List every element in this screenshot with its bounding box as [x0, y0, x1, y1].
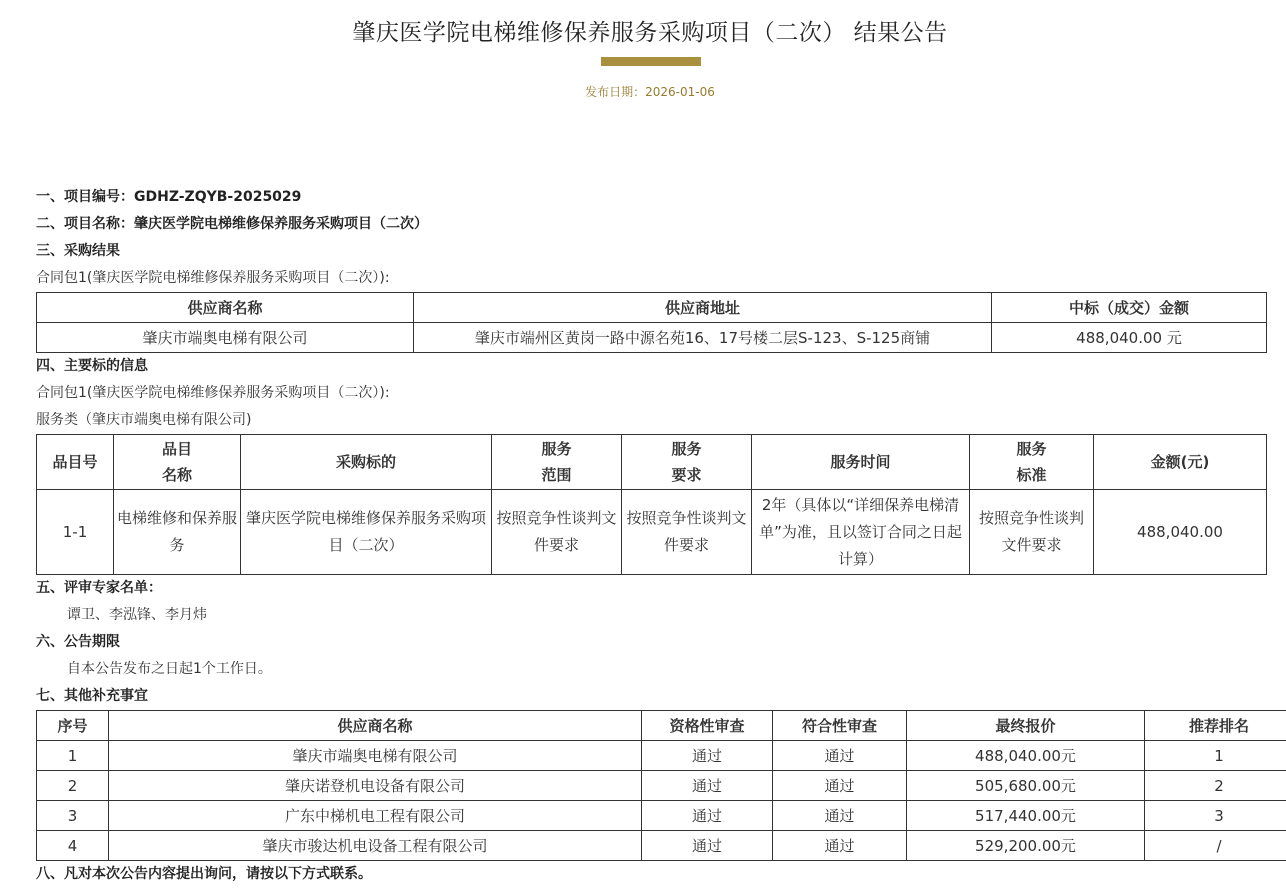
cell-qualification: 通过	[642, 801, 773, 831]
header-seq: 序号	[37, 711, 109, 741]
cell-seq: 1	[37, 741, 109, 771]
cell-supplier-address: 肇庆市端州区黄岗一路中源名苑16、17号楼二层S-123、S-125商铺	[414, 323, 992, 353]
cell-qualification: 通过	[642, 771, 773, 801]
cell-item-name: 电梯维修和保养服务	[114, 490, 241, 575]
cell-seq: 2	[37, 771, 109, 801]
cell-final-quote: 505,680.00元	[907, 771, 1145, 801]
subject-category-label: 服务类（肇庆市端奥电梯有限公司)	[36, 412, 252, 428]
table-row	[37, 741, 1286, 771]
notice-period-text: 自本公告发布之日起1个工作日。	[67, 661, 272, 677]
cell-supplier-name: 肇庆市端奥电梯有限公司	[37, 323, 414, 353]
cell-rank: 3	[1145, 801, 1286, 831]
header-service-requirement: 服务 要求	[622, 435, 752, 490]
table-row	[37, 771, 1286, 801]
cell-compliance: 通过	[773, 771, 907, 801]
announcement-body	[36, 184, 1266, 888]
table-row	[37, 323, 1267, 353]
header-qualification-review: 资格性审查	[642, 711, 773, 741]
section-project-number: 一、项目编号：GDHZ-ZQYB-2025029	[36, 189, 302, 205]
title-underline	[601, 57, 701, 66]
cell-seq: 3	[37, 801, 109, 831]
cell-supplier-name: 肇庆诺登机电设备有限公司	[109, 771, 642, 801]
section-procurement-result: 三、采购结果	[36, 243, 120, 259]
header-item-name-line1: 品目	[161, 440, 192, 458]
cell-service-time: 2年（具体以“详细保养电梯清单”为准，且以签订合同之日起计算）	[752, 490, 970, 575]
header-item-name	[114, 435, 241, 490]
cell-service-scope: 按照竞争性谈判文件要求	[492, 490, 622, 575]
cell-service-standard: 按照竞争性谈判文件要求	[970, 490, 1094, 575]
cell-amount: 488,040.00	[1094, 490, 1267, 575]
table-row	[37, 831, 1286, 861]
cell-qualification: 通过	[642, 831, 773, 861]
header-service-scope: 服务 范围	[492, 435, 622, 490]
section-other-matters: 七、其他补充事宜	[36, 688, 148, 704]
header-amount: 金额(元)	[1094, 435, 1267, 490]
result-table	[36, 292, 1267, 353]
cell-item-number: 1-1	[37, 490, 114, 575]
header-compliance-review: 符合性审查	[773, 711, 907, 741]
cell-supplier-name: 广东中梯机电工程有限公司	[109, 801, 642, 831]
header-recommended-rank: 推荐排名	[1145, 711, 1286, 741]
cell-compliance: 通过	[773, 741, 907, 771]
result-table-header	[37, 293, 1267, 323]
cell-final-quote: 488,040.00元	[907, 741, 1145, 771]
header-procurement-subject: 采购标的	[241, 435, 492, 490]
table-row	[37, 801, 1286, 831]
expert-names: 谭卫、李泓锋、李月炜	[67, 607, 207, 623]
cell-compliance: 通过	[773, 801, 907, 831]
header-final-quote: 最终报价	[907, 711, 1145, 741]
subject-table	[36, 434, 1267, 575]
header-item-name-line2: 名称	[161, 466, 192, 484]
cell-rank: 2	[1145, 771, 1286, 801]
cell-compliance: 通过	[773, 831, 907, 861]
section-main-subject: 四、主要标的信息	[36, 358, 148, 374]
header-supplier-name: 供应商名称	[109, 711, 642, 741]
section-notice-period: 六、公告期限	[36, 634, 120, 650]
subject-package-label: 合同包1(肇庆医学院电梯维修保养服务采购项目（二次）):	[36, 385, 390, 401]
header-item-number: 品目号	[37, 435, 114, 490]
cell-final-quote: 517,440.00元	[907, 801, 1145, 831]
header-service-standard: 服务 标准	[970, 435, 1094, 490]
cell-rank: 1	[1145, 741, 1286, 771]
ranking-table-header	[37, 711, 1286, 741]
header-service-time: 服务时间	[752, 435, 970, 490]
cell-final-quote: 529,200.00元	[907, 831, 1145, 861]
cell-supplier-name: 肇庆市骏达机电设备工程有限公司	[109, 831, 642, 861]
result-package-label: 合同包1(肇庆医学院电梯维修保养服务采购项目（二次）):	[36, 270, 390, 286]
section-contact: 八、凡对本次公告内容提出询问，请按以下方式联系。	[36, 866, 372, 882]
section-project-name: 二、项目名称：肇庆医学院电梯维修保养服务采购项目（二次）	[36, 216, 428, 232]
header-award-amount: 中标（成交）金额	[992, 293, 1267, 323]
header-supplier-name: 供应商名称	[37, 293, 414, 323]
table-row	[37, 490, 1267, 575]
subject-table-header	[37, 435, 1267, 490]
ranking-table	[36, 710, 1286, 861]
section-expert-list: 五、评审专家名单：	[36, 580, 162, 596]
cell-seq: 4	[37, 831, 109, 861]
header-supplier-address: 供应商地址	[414, 293, 992, 323]
cell-award-amount: 488,040.00 元	[992, 323, 1267, 353]
cell-rank: /	[1145, 831, 1286, 861]
cell-supplier-name: 肇庆市端奥电梯有限公司	[109, 741, 642, 771]
publish-date: 发布日期：2026-01-06	[585, 85, 715, 99]
cell-qualification: 通过	[642, 741, 773, 771]
cell-procurement-subject: 肇庆医学院电梯维修保养服务采购项目（二次）	[241, 490, 492, 575]
page-title: 肇庆医学院电梯维修保养服务采购项目（二次） 结果公告	[352, 20, 948, 46]
cell-service-requirement: 按照竞争性谈判文件要求	[622, 490, 752, 575]
